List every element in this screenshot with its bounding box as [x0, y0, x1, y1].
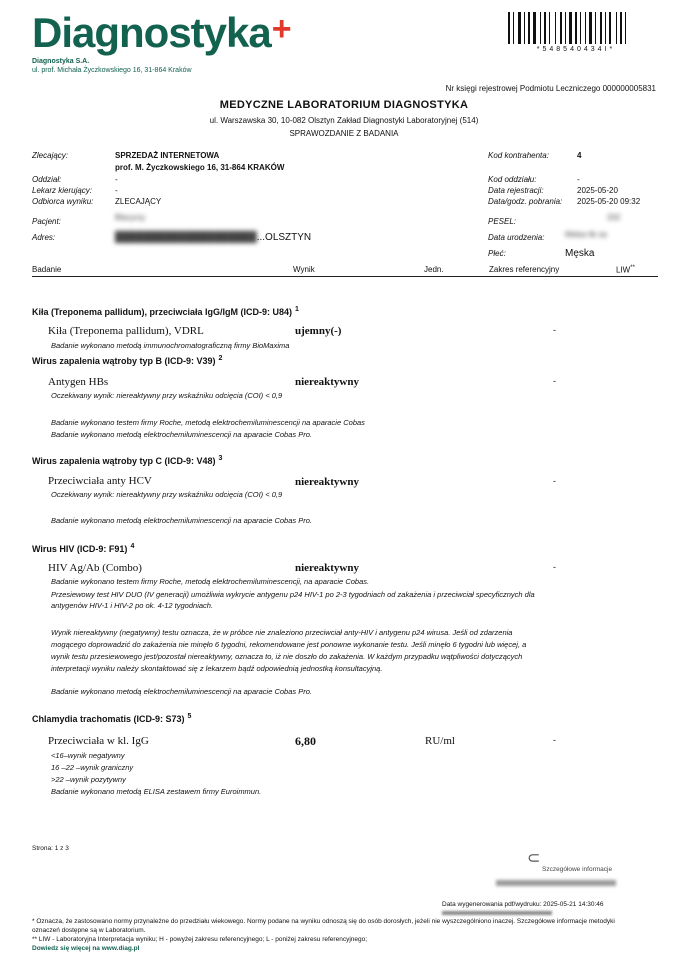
- column-zakres: Zakres referencyjny: [489, 265, 560, 274]
- company-logo: [32, 8, 291, 58]
- section-hbv-number: 2: [218, 355, 223, 362]
- lab-address: ul. Warszawska 30, 10-082 Olsztyn Zakład Diagnostyki Laboratoryjnej (514): [209, 116, 479, 125]
- kod-kontrahenta-label: Kod kontrahenta:: [488, 151, 549, 160]
- barcode-bar: [531, 12, 532, 44]
- odbiorca-value: ZLECAJĄCY: [115, 197, 162, 206]
- kila-test-name: Kiła (Treponema pallidum), VDRL: [48, 325, 204, 337]
- logo-plus-icon: +: [271, 10, 291, 48]
- pacjent-value: Blacyrzy: [115, 213, 146, 222]
- barcode-bar: [508, 12, 510, 44]
- barcode-bar: [524, 12, 525, 44]
- kila-result: ujemny(-): [295, 325, 342, 337]
- barcode-bar: [547, 12, 548, 44]
- column-liw: [616, 265, 635, 275]
- lekarz-value: -: [115, 186, 118, 195]
- barcode-bar: [569, 12, 572, 44]
- barcode-bar: [593, 12, 594, 44]
- barcode-bar: [580, 12, 581, 44]
- barcode-bar: [522, 12, 523, 44]
- section-hcv-title-text: Wirus zapalenia wątroby typ C (ICD-9: V48): [32, 456, 216, 466]
- generated-date: Data wygenerowania pdf/wydruku: 2025-05-21 14:30:46: [442, 901, 604, 908]
- report-title: SPRAWOZDANIE Z BADANIA: [289, 129, 399, 138]
- barcode-bar: [511, 12, 512, 44]
- data-pobrania-label: Data/godz. pobrania:: [488, 197, 563, 206]
- barcode-bar: [515, 12, 517, 44]
- section-hiv-title-text: Wirus HIV (ICD-9: F91): [32, 544, 128, 554]
- barcode-bar: [540, 12, 541, 44]
- lekarz-label: Lekarz kierujący:: [32, 186, 93, 195]
- section-hcv-number: 3: [218, 455, 223, 462]
- pesel-value: 202: [607, 213, 621, 222]
- hiv-note-8: Badanie wykonano metodą elektrochemiluminescencji na aparacie Cobas Pro.: [51, 687, 312, 696]
- kila-note: Badanie wykonano metodą immunochromatograficzną firmy BioMaxima: [51, 341, 290, 350]
- barcode-bar: [567, 12, 568, 44]
- chlamydia-note-4: Badanie wykonano metodą ELISA zestawem firmy Euroimmun.: [51, 787, 262, 796]
- chlamydia-note-1: <16–wynik negatywny: [51, 751, 125, 760]
- barcode-bar: [585, 12, 586, 44]
- more-info-link[interactable]: Dowiedz się więcej na www.diag.pl: [32, 945, 140, 952]
- odbiorca-label: Odbiorca wyniku:: [32, 197, 94, 206]
- barcode-bar: [623, 12, 624, 44]
- hbv-result: niereaktywny: [295, 376, 359, 388]
- barcode-bar: [603, 12, 604, 44]
- barcode-bar: [565, 12, 566, 44]
- company-address: ul. prof. Michała Życzkowskiego 16, 31-864 Kraków: [32, 67, 192, 74]
- barcode-bar: [597, 12, 599, 44]
- hiv-note-2: Przesiewowy test HIV DUO (IV generacji) umożliwia wykrycie antygenu p24 HIV-1 po 2-3 tygodniach od zakażenia i przeciwciał specyficznych dla: [51, 590, 535, 599]
- barcode-bar: [595, 12, 596, 44]
- barcode-bar: [549, 12, 550, 44]
- hcv-note-1: Oczekiwany wynik: niereaktywny przy wskaźniku odcięcia (COI) < 0,9: [51, 490, 283, 499]
- hiv-note-6: wynik testu przesiewowego jest/pozostał niereaktywny, oznacza to, iż nie doszło do zakażenia. W każdym przypadku wątpliwości dotyczących: [51, 652, 523, 661]
- barcode-bar: [618, 12, 619, 44]
- plec-value: Męska: [565, 248, 595, 259]
- hcv-ref: -: [553, 476, 556, 486]
- kod-oddzialu-label: Kod oddziału:: [488, 175, 537, 184]
- zlecajacy-value: SPRZEDAŻ INTERNETOWA: [115, 151, 220, 160]
- barcode-icon: [508, 12, 644, 44]
- barcode-bar: [537, 12, 539, 44]
- barcode-bar: [605, 12, 606, 44]
- section-hbv-title-text: Wirus zapalenia wątroby typ B (ICD-9: V39): [32, 356, 216, 366]
- hbv-test-name: Antygen HBs: [48, 376, 109, 388]
- barcode-number: *548540434I*: [536, 46, 616, 53]
- kila-ref: -: [553, 325, 556, 335]
- barcode-bar: [582, 12, 584, 44]
- barcode-bar: [518, 12, 521, 44]
- barcode-bar: [533, 12, 536, 44]
- oddzial-label: Oddział:: [32, 175, 62, 184]
- section-chlamydia-title-text: Chlamydia trachomatis (ICD-9: S73): [32, 714, 185, 724]
- chlamydia-test-name: Przeciwciała w kl. IgG: [48, 735, 149, 747]
- section-kila-title-text: Kiła (Treponema pallidum), przeciwciała IgG/IgM (ICD-9: U84): [32, 307, 293, 317]
- footnote-double-star: ** LIW - Laboratoryjna Interpretacja wyniku; H - powyżej zakresu referencyjnego; L - poniżej zakresu referencyjnego;: [32, 936, 368, 943]
- registry-number: Nr księgi rejestrowej Podmiotu Leczniczego 000000005831: [445, 84, 656, 93]
- pesel-label: PESEL:: [488, 217, 517, 226]
- stamp-redacted: [496, 880, 616, 886]
- hcv-test-name: Przeciwciała anty HCV: [48, 475, 152, 487]
- barcode-bar: [616, 12, 617, 44]
- hiv-test-name: HIV Ag/Ab (Combo): [48, 562, 142, 574]
- hiv-note-4: Wynik niereaktywny (negatywny) testu oznacza, że w próbce nie znaleziono przeciwciał anty-HIV i antygenu p24 wirusa. Jeśli od zdarzenia: [51, 628, 513, 637]
- hcv-result: niereaktywny: [295, 476, 359, 488]
- stamp-icon: ⊂: [527, 850, 541, 867]
- section-kila-number: 1: [295, 306, 299, 313]
- page-number: Strona: 1 z 3: [32, 845, 69, 852]
- zlecajacy-address: prof. M. Życzkowskiego 16, 31-864 KRAKÓW: [115, 163, 285, 172]
- barcode-bar: [625, 12, 626, 44]
- data-urodzenia-label: Data urodzenia:: [488, 233, 545, 242]
- barcode-bar: [627, 12, 629, 44]
- oddzial-value: -: [115, 175, 118, 184]
- barcode-bar: [526, 12, 527, 44]
- barcode-bar: [620, 12, 622, 44]
- chlamydia-result: 6,80: [295, 734, 316, 748]
- barcode-bar: [589, 12, 592, 44]
- hbv-ref: -: [553, 376, 556, 386]
- barcode-bar: [560, 12, 562, 44]
- data-urodzenia-value: Mełsa lik sa: [565, 230, 607, 239]
- footnote-star: * Oznacza, że zastosowano normy przynależne do przedziału wiekowego. Normy podane na wyniku odnoszą się do osób dorosłych, jeżeli nie wyszczególniono inaczej. Szczegółowe informacje metodyki: [32, 918, 615, 925]
- chlamydia-unit: RU/ml: [425, 735, 455, 747]
- kod-kontrahenta-value: 4: [577, 151, 582, 160]
- column-liw-label: LIW: [616, 265, 631, 275]
- footnote-star-2: oznaczeń dostępne są w Laboratorium.: [32, 927, 146, 934]
- generated-signature: [442, 911, 552, 915]
- data-rejestracji-label: Data rejestracji:: [488, 186, 544, 195]
- barcode-bar: [555, 12, 556, 44]
- barcode-bar: [607, 12, 608, 44]
- barcode-bar: [573, 12, 574, 44]
- barcode-bar: [557, 12, 559, 44]
- hcv-note-2: Badanie wykonano metodą elektrochemiluminescencji na aparacie Cobas Pro.: [51, 516, 312, 525]
- chlamydia-note-2: 16 –22 –wynik graniczny: [51, 763, 134, 772]
- column-badanie: Badanie: [32, 265, 62, 274]
- section-kila-title: [32, 306, 299, 317]
- section-hiv-number: 4: [130, 543, 135, 550]
- barcode-bar: [551, 12, 554, 44]
- hiv-note-1: Badanie wykonano testem firmy Roche, metodą elektrochemiluminescencji, na aparacie Cobas.: [51, 577, 370, 586]
- hbv-note-2: Badanie wykonano testem firmy Roche, metodą elektrochemiluminescencji na aparacie Cobas: [51, 418, 365, 427]
- pacjent-label: Pacjent:: [32, 217, 61, 226]
- stamp-text: Szczegółowe informacje: [542, 866, 613, 873]
- barcode-bar: [587, 12, 588, 44]
- logo-text: Diagnostyka: [32, 9, 271, 56]
- barcode-bar: [600, 12, 602, 44]
- adres-value: ████████████████████...OLSZTYN: [115, 232, 312, 243]
- company-name: Diagnostyka S.A.: [32, 58, 90, 65]
- chlamydia-note-3: >22 –wynik pozytywny: [51, 775, 126, 784]
- hiv-note-3: antygenów HIV-1 i HIV-2 po ok. 4-12 tygodniach.: [51, 601, 214, 610]
- data-pobrania-value: 2025-05-20 09:32: [577, 197, 641, 206]
- barcode-bar: [513, 12, 514, 44]
- section-hcv-title: [32, 455, 222, 466]
- section-chlamydia-title: [32, 713, 191, 724]
- column-wynik: Wynik: [293, 265, 315, 274]
- adres-label: Adres:: [32, 233, 56, 242]
- hiv-note-5: mogącego doprowadzić do zakażenia nie minęło 6 tygodni, rekomendowane jest ponowne wykonanie testu. Jeśli minęło 6 tygodni lub więcej, a: [51, 640, 527, 649]
- section-hbv-title: [32, 355, 222, 366]
- barcode-bar: [575, 12, 577, 44]
- column-jedn: Jedn.: [424, 265, 444, 274]
- section-hiv-title: [32, 543, 134, 554]
- barcode-bar: [563, 12, 564, 44]
- hiv-ref: -: [553, 562, 556, 572]
- column-liw-mark: **: [630, 265, 635, 271]
- hiv-note-7: interpretacji wyniku należy skontaktować się z lekarzem bądź odpowiednią jednostką konsultacyjną.: [51, 664, 383, 673]
- barcode-bar: [542, 12, 543, 44]
- lab-title: MEDYCZNE LABORATORIUM DIAGNOSTYKA: [219, 99, 469, 111]
- hbv-note-3: Badanie wykonano metodą elektrochemiluminescencji na aparacie Cobas Pro.: [51, 430, 312, 439]
- barcode-bar: [578, 12, 579, 44]
- barcode-bar: [612, 12, 615, 44]
- section-chlamydia-number: 5: [187, 713, 192, 720]
- data-rejestracji-value: 2025-05-20: [577, 186, 618, 195]
- barcode-bar: [609, 12, 611, 44]
- kod-oddzialu-value: -: [577, 175, 580, 184]
- barcode-bar: [528, 12, 530, 44]
- barcode-bar: [544, 12, 546, 44]
- zlecajacy-label: Zlecający:: [32, 151, 69, 160]
- header-divider: [32, 276, 658, 277]
- chlamydia-ref: -: [553, 735, 556, 745]
- adres-city: ...OLSZTYN: [256, 232, 312, 243]
- plec-label: Płeć:: [488, 249, 506, 258]
- hiv-result: niereaktywny: [295, 562, 359, 574]
- hbv-note-1: Oczekiwany wynik: niereaktywny przy wskaźniku odcięcia (COI) < 0,9: [51, 391, 283, 400]
